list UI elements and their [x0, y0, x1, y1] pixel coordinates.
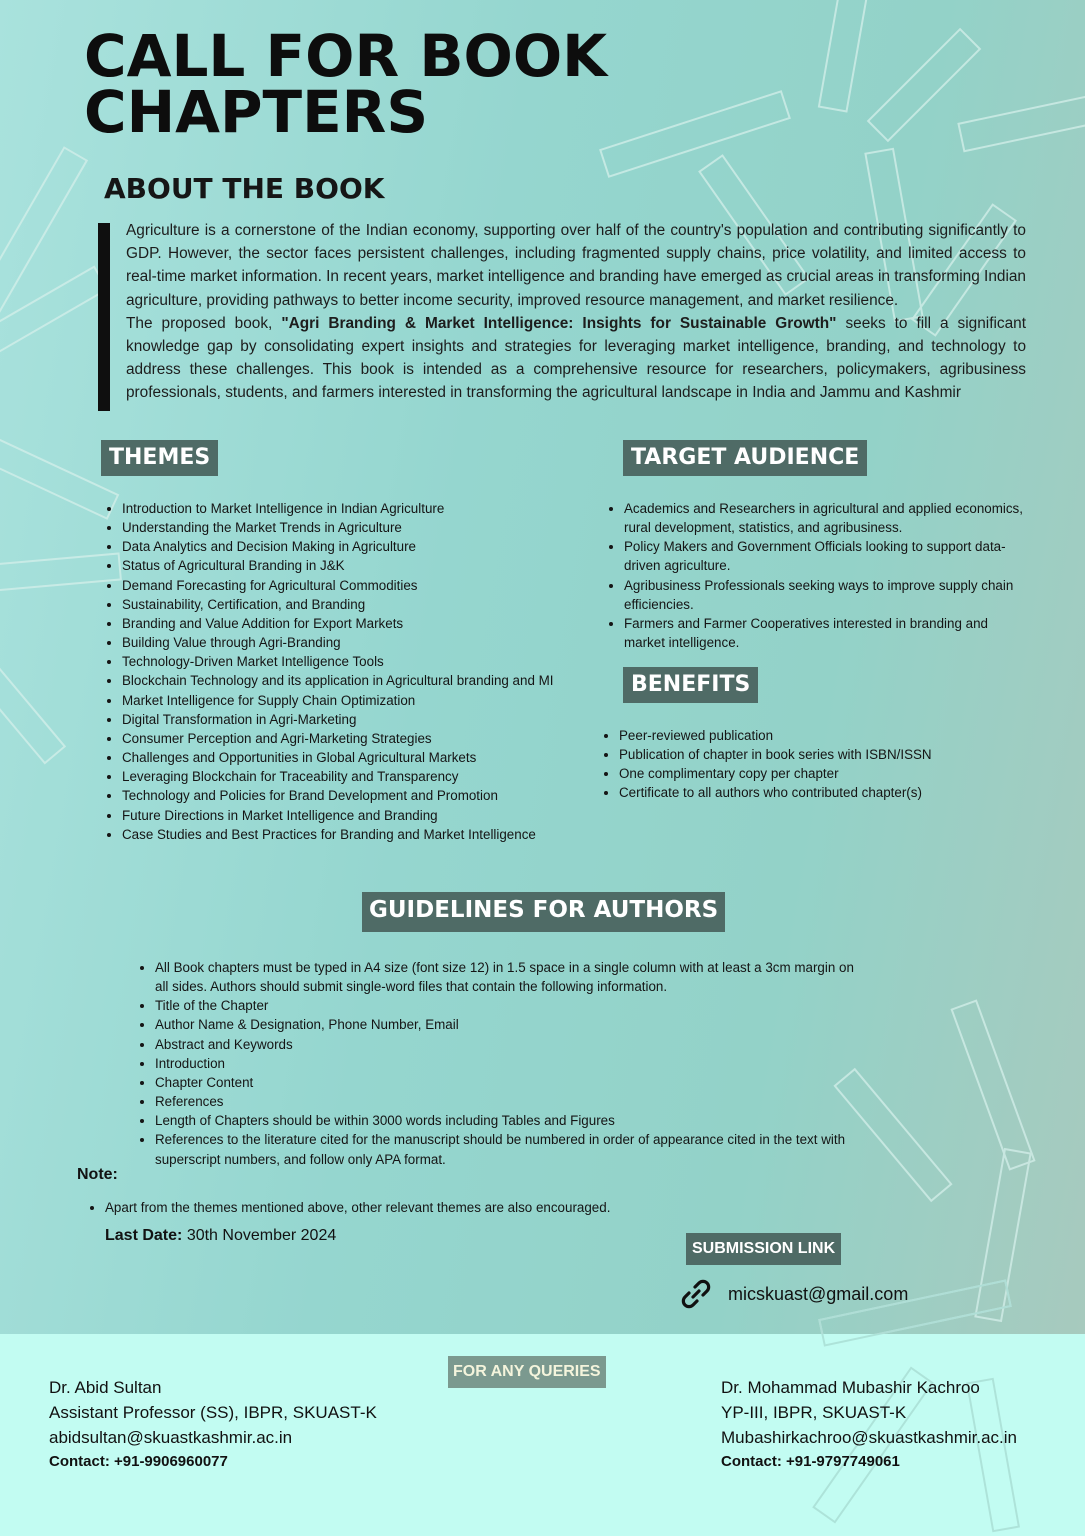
- submission-email[interactable]: micskuast@gmail.com: [728, 1283, 909, 1304]
- submission-email-row[interactable]: [678, 1276, 908, 1312]
- contact-phone: Contact: +91-9797749061: [721, 1453, 900, 1471]
- list-item: • References: [155, 1092, 855, 1111]
- list-item: • Building Value through Agri-Branding: [122, 633, 567, 652]
- themes-heading: THEMES: [101, 440, 218, 476]
- list-item: • Title of the Chapter: [155, 996, 855, 1015]
- list-item: • Technology and Policies for Brand Development and Promotion: [122, 786, 567, 805]
- list-item: • Policy Makers and Government Officials looking to support data-driven agriculture.: [624, 537, 1029, 575]
- list-item: • Challenges and Opportunities in Global Agricultural Markets: [122, 748, 567, 767]
- benefits-list: [602, 726, 1039, 803]
- themes-list: [105, 499, 567, 844]
- title-line-1: CALL FOR BOOK: [84, 22, 608, 90]
- about-paragraph-1: Agriculture is a cornerstone of the Indian economy, supporting over half of the country's population and contributing significantly to GDP. However, the sector faces persistent challenges, including fragmented supply chains, price volatility, and limited access to real-time market information. In recent years, market intelligence and branding have emerged as crucial areas in transforming Indian agriculture, providing pathways to better income security, improved resource management, and market resilience.: [126, 222, 1026, 309]
- note-list: [87, 1198, 610, 1217]
- list-item: • Future Directions in Market Intelligence and Branding: [122, 806, 567, 825]
- list-item: • Academics and Researchers in agricultural and applied economics, rural development, statistics, and agribusiness.: [624, 499, 1029, 537]
- list-item: • Apart from the themes mentioned above, other relevant themes are also encouraged.: [105, 1198, 610, 1217]
- list-item: • References to the literature cited for the manuscript should be numbered in order of appearance cited in the text with superscript numbers, and follow only APA format.: [155, 1130, 855, 1168]
- contact-email[interactable]: abidsultan@skuastkashmir.ac.in: [49, 1427, 293, 1447]
- list-item: • Introduction to Market Intelligence in Indian Agriculture: [122, 499, 567, 518]
- list-item: • Digital Transformation in Agri-Marketing: [122, 710, 567, 729]
- contact-left: [49, 1376, 377, 1475]
- list-item: • Understanding the Market Trends in Agriculture: [122, 518, 567, 537]
- guidelines-heading: GUIDELINES FOR AUTHORS: [362, 892, 725, 932]
- queries-label: FOR ANY QUERIES: [448, 1356, 606, 1388]
- note-heading: Note:: [77, 1166, 118, 1183]
- list-item: • Certificate to all authors who contributed chapter(s): [619, 783, 1039, 802]
- list-item: • Peer-reviewed publication: [619, 726, 1039, 745]
- list-item: • Farmers and Farmer Cooperatives interested in branding and market intelligence.: [624, 614, 1029, 652]
- list-item: • Consumer Perception and Agri-Marketing Strategies: [122, 729, 567, 748]
- contact-name: Dr. Mohammad Mubashir Kachroo: [721, 1378, 980, 1397]
- list-item: • Introduction: [155, 1054, 855, 1073]
- about-paragraph-2: The proposed book, "Agri Branding & Market Intelligence: Insights for Sustainable Growth" seeks to fill a significant knowledge gap by consolidating expert insights and strategies for leveraging market intelligence, branding, and technology to address these challenges. This book is intended as a comprehensive resource for researchers, policymakers, agribusiness professionals, students, and farmers interested in transforming the agricultural landscape in India and Jammu and Kashmir: [126, 314, 1026, 402]
- list-item: • Sustainability, Certification, and Branding: [122, 595, 567, 614]
- list-item: • Demand Forecasting for Agricultural Commodities: [122, 576, 567, 595]
- list-item: • Length of Chapters should be within 3000 words including Tables and Figures: [155, 1111, 855, 1130]
- about-accent-bar: [98, 223, 110, 411]
- about-text: [126, 219, 1026, 405]
- list-item: • Chapter Content: [155, 1073, 855, 1092]
- book-title: "Agri Branding & Market Intelligence: Insights for Sustainable Growth": [281, 314, 837, 332]
- last-date: Last Date: 30th November 2024: [105, 1227, 337, 1244]
- audience-list: [607, 499, 1029, 652]
- list-item: • Publication of chapter in book series with ISBN/ISSN: [619, 745, 1039, 764]
- contact-phone: Contact: +91-9906960077: [49, 1453, 228, 1471]
- list-item: • Agribusiness Professionals seeking ways to improve supply chain efficiencies.: [624, 576, 1029, 614]
- target-audience-heading: TARGET AUDIENCE: [623, 440, 867, 476]
- about-heading: ABOUT THE BOOK: [104, 172, 385, 205]
- title-line-2: CHAPTERS: [84, 78, 429, 146]
- list-item: • Leveraging Blockchain for Traceability and Transparency: [122, 767, 567, 786]
- submission-link-label: SUBMISSION LINK: [686, 1233, 841, 1265]
- guidelines-list: [138, 958, 855, 1169]
- list-item: • All Book chapters must be typed in A4 size (font size 12) in 1.5 space in a single column with at least a 3cm margin on all sides. Authors should submit single-word files that contain the following information.: [155, 958, 855, 996]
- list-item: • Status of Agricultural Branding in J&K: [122, 556, 567, 575]
- list-item: • Abstract and Keywords: [155, 1035, 855, 1054]
- benefits-heading: BENEFITS: [623, 667, 758, 703]
- list-item: • Case Studies and Best Practices for Branding and Market Intelligence: [122, 825, 567, 844]
- page-title: [84, 22, 608, 146]
- contact-designation: YP-III, IBPR, SKUAST-K: [721, 1402, 907, 1422]
- list-item: • Market Intelligence for Supply Chain Optimization: [122, 691, 567, 710]
- contact-name: Dr. Abid Sultan: [49, 1378, 162, 1397]
- list-item: • Data Analytics and Decision Making in Agriculture: [122, 537, 567, 556]
- list-item: • Blockchain Technology and its application in Agricultural branding and MI: [122, 671, 567, 690]
- contact-designation: Assistant Professor (SS), IBPR, SKUAST-K: [49, 1402, 377, 1422]
- list-item: • Author Name & Designation, Phone Number, Email: [155, 1015, 855, 1034]
- list-item: • Technology-Driven Market Intelligence Tools: [122, 652, 567, 671]
- contact-email[interactable]: Mubashirkachroo@skuastkashmir.ac.in: [721, 1427, 1017, 1447]
- list-item: • Branding and Value Addition for Export Markets: [122, 614, 567, 633]
- contact-right: [721, 1376, 1017, 1475]
- link-icon: [678, 1276, 714, 1312]
- list-item: • One complimentary copy per chapter: [619, 764, 1039, 783]
